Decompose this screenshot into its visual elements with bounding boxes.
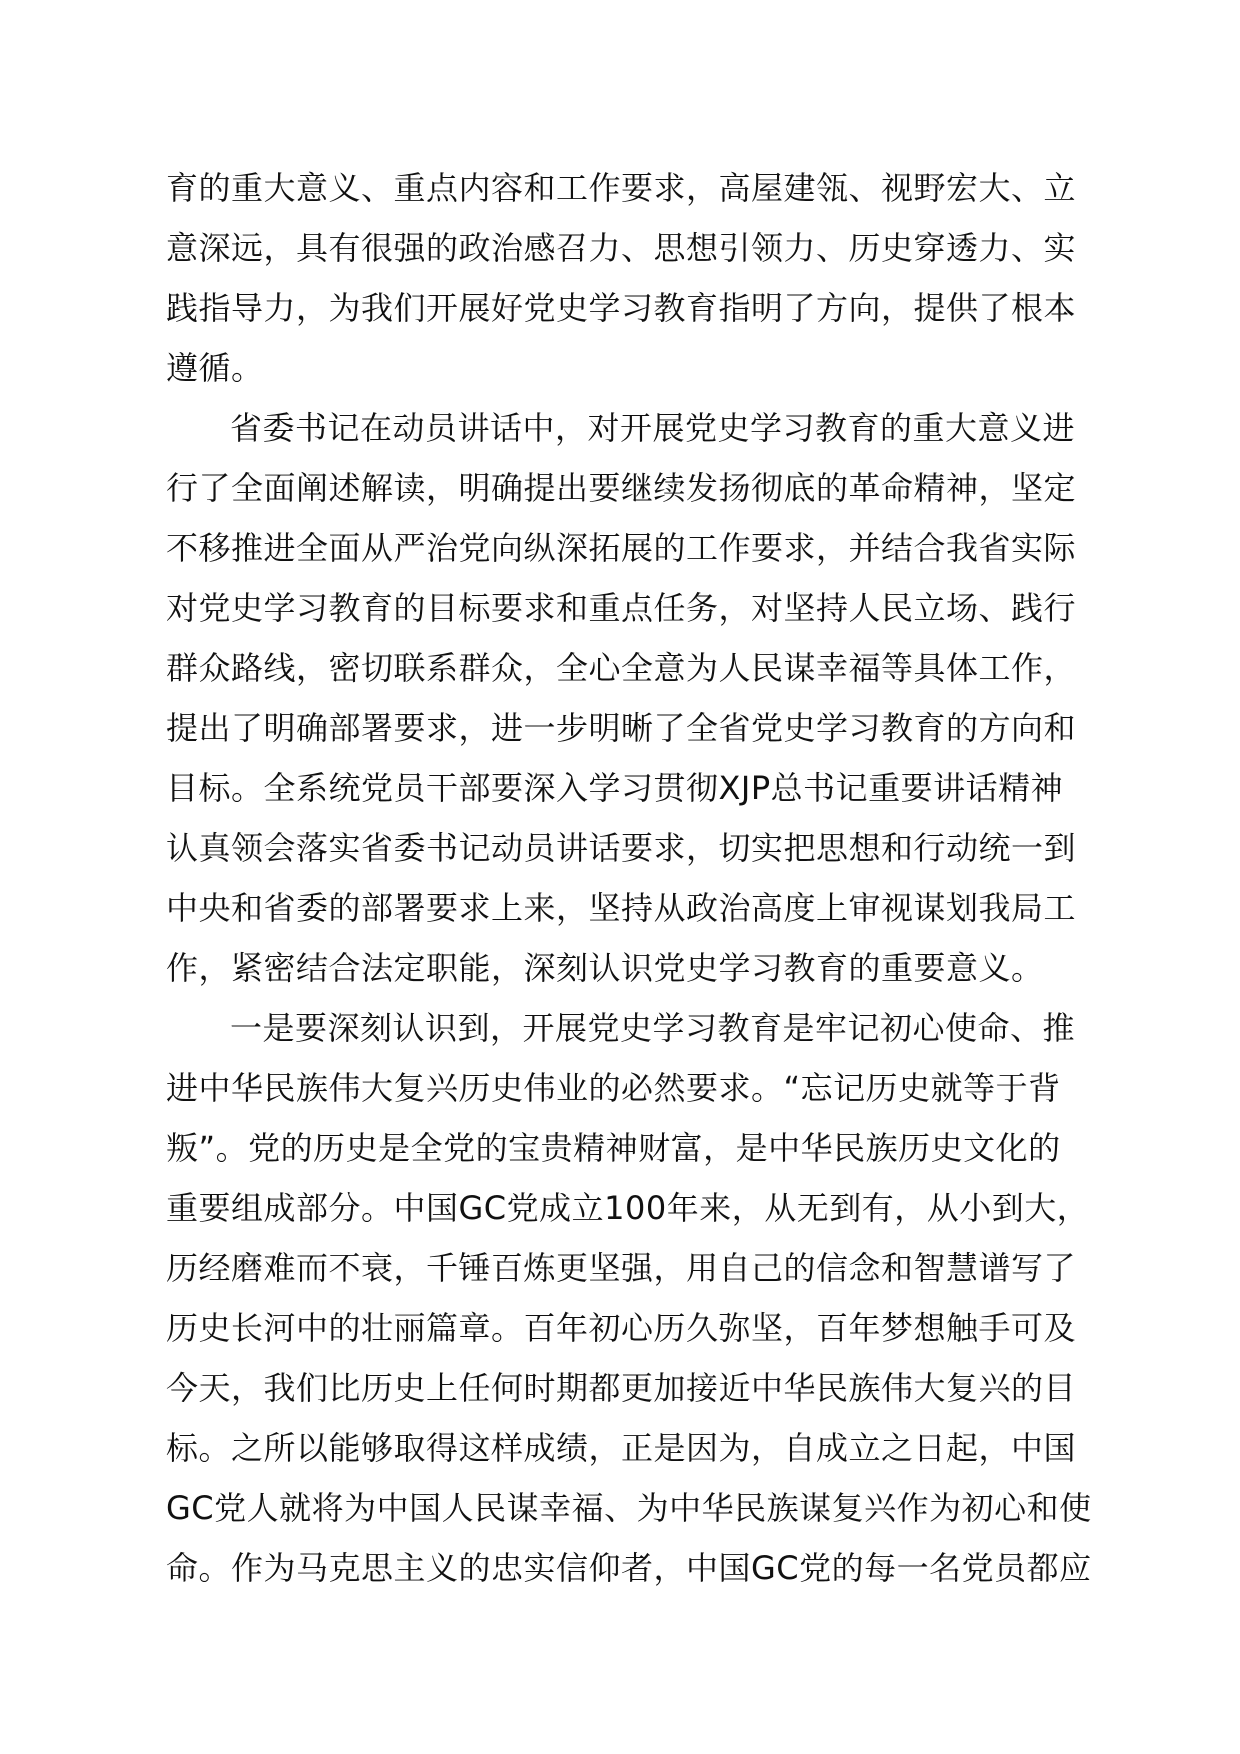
text-line: 行了全面阐述解读，明确提出要继续发扬彻底的革命精神，坚定 <box>166 469 1077 507</box>
text-line: 认真领会落实省委书记动员讲话要求，切实把思想和行动统一到 <box>166 829 1077 867</box>
text-line: 不移推进全面从严治党向纵深拓展的工作要求，并结合我省实际 <box>166 529 1077 567</box>
text-line: 践指导力，为我们开展好党史学习教育指明了方向，提供了根本 <box>166 289 1077 327</box>
text-line: 遵循。 <box>166 349 264 387</box>
text-line: 历史长河中的壮丽篇章。百年初心历久弥坚，百年梦想触手可及 <box>166 1309 1077 1347</box>
text-line: 重要组成部分。中国GC党成立100年来，从无到有，从小到大， <box>166 1189 1090 1227</box>
paragraph-1 <box>166 158 1114 398</box>
text-line: 省委书记在动员讲话中，对开展党史学习教育的重大意义进 <box>230 409 1076 447</box>
text-line: 一是要深刻认识到，开展党史学习教育是牢记初心使命、推 <box>230 1009 1076 1047</box>
text-line: 作，紧密结合法定职能，深刻认识党史学习教育的重要意义。 <box>166 949 1044 987</box>
text-line: 叛”。党的历史是全党的宝贵精神财富，是中华民族历史文化的 <box>166 1129 1061 1167</box>
text-line: 对党史学习教育的目标要求和重点任务，对坚持人民立场、践行 <box>166 589 1077 627</box>
text-line: 目标。全系统党员干部要深入学习贯彻XJP总书记重要讲话精神 <box>166 769 1064 807</box>
text-line: 今天，我们比历史上任何时期都更加接近中华民族伟大复兴的目 <box>166 1369 1077 1407</box>
text-line: 群众路线，密切联系群众，全心全意为人民谋幸福等具体工作， <box>166 649 1077 687</box>
text-line: 提出了明确部署要求，进一步明晰了全省党史学习教育的方向和 <box>166 709 1077 747</box>
text-line: 历经磨难而不衰，千锤百炼更坚强，用自己的信念和智慧谱写了 <box>166 1249 1077 1287</box>
text-line: GC党人就将为中国人民谋幸福、为中华民族谋复兴作为初心和使 <box>166 1489 1092 1527</box>
text-line: 中央和省委的部署要求上来，坚持从政治高度上审视谋划我局工 <box>166 889 1077 927</box>
paragraph-2 <box>166 398 1114 998</box>
text-line: 进中华民族伟大复兴历史伟业的必然要求。“忘记历史就等于背 <box>166 1069 1061 1107</box>
document-page <box>166 158 1114 1598</box>
text-line: 意深远，具有很强的政治感召力、思想引领力、历史穿透力、实 <box>166 229 1077 267</box>
text-line: 育的重大意义、重点内容和工作要求，高屋建瓴、视野宏大、立 <box>166 169 1077 207</box>
paragraph-3 <box>166 998 1114 1598</box>
text-line: 标。之所以能够取得这样成绩，正是因为，自成立之日起，中国 <box>166 1429 1077 1467</box>
text-line: 命。作为马克思主义的忠实信仰者，中国GC党的每一名党员都应 <box>166 1549 1092 1587</box>
